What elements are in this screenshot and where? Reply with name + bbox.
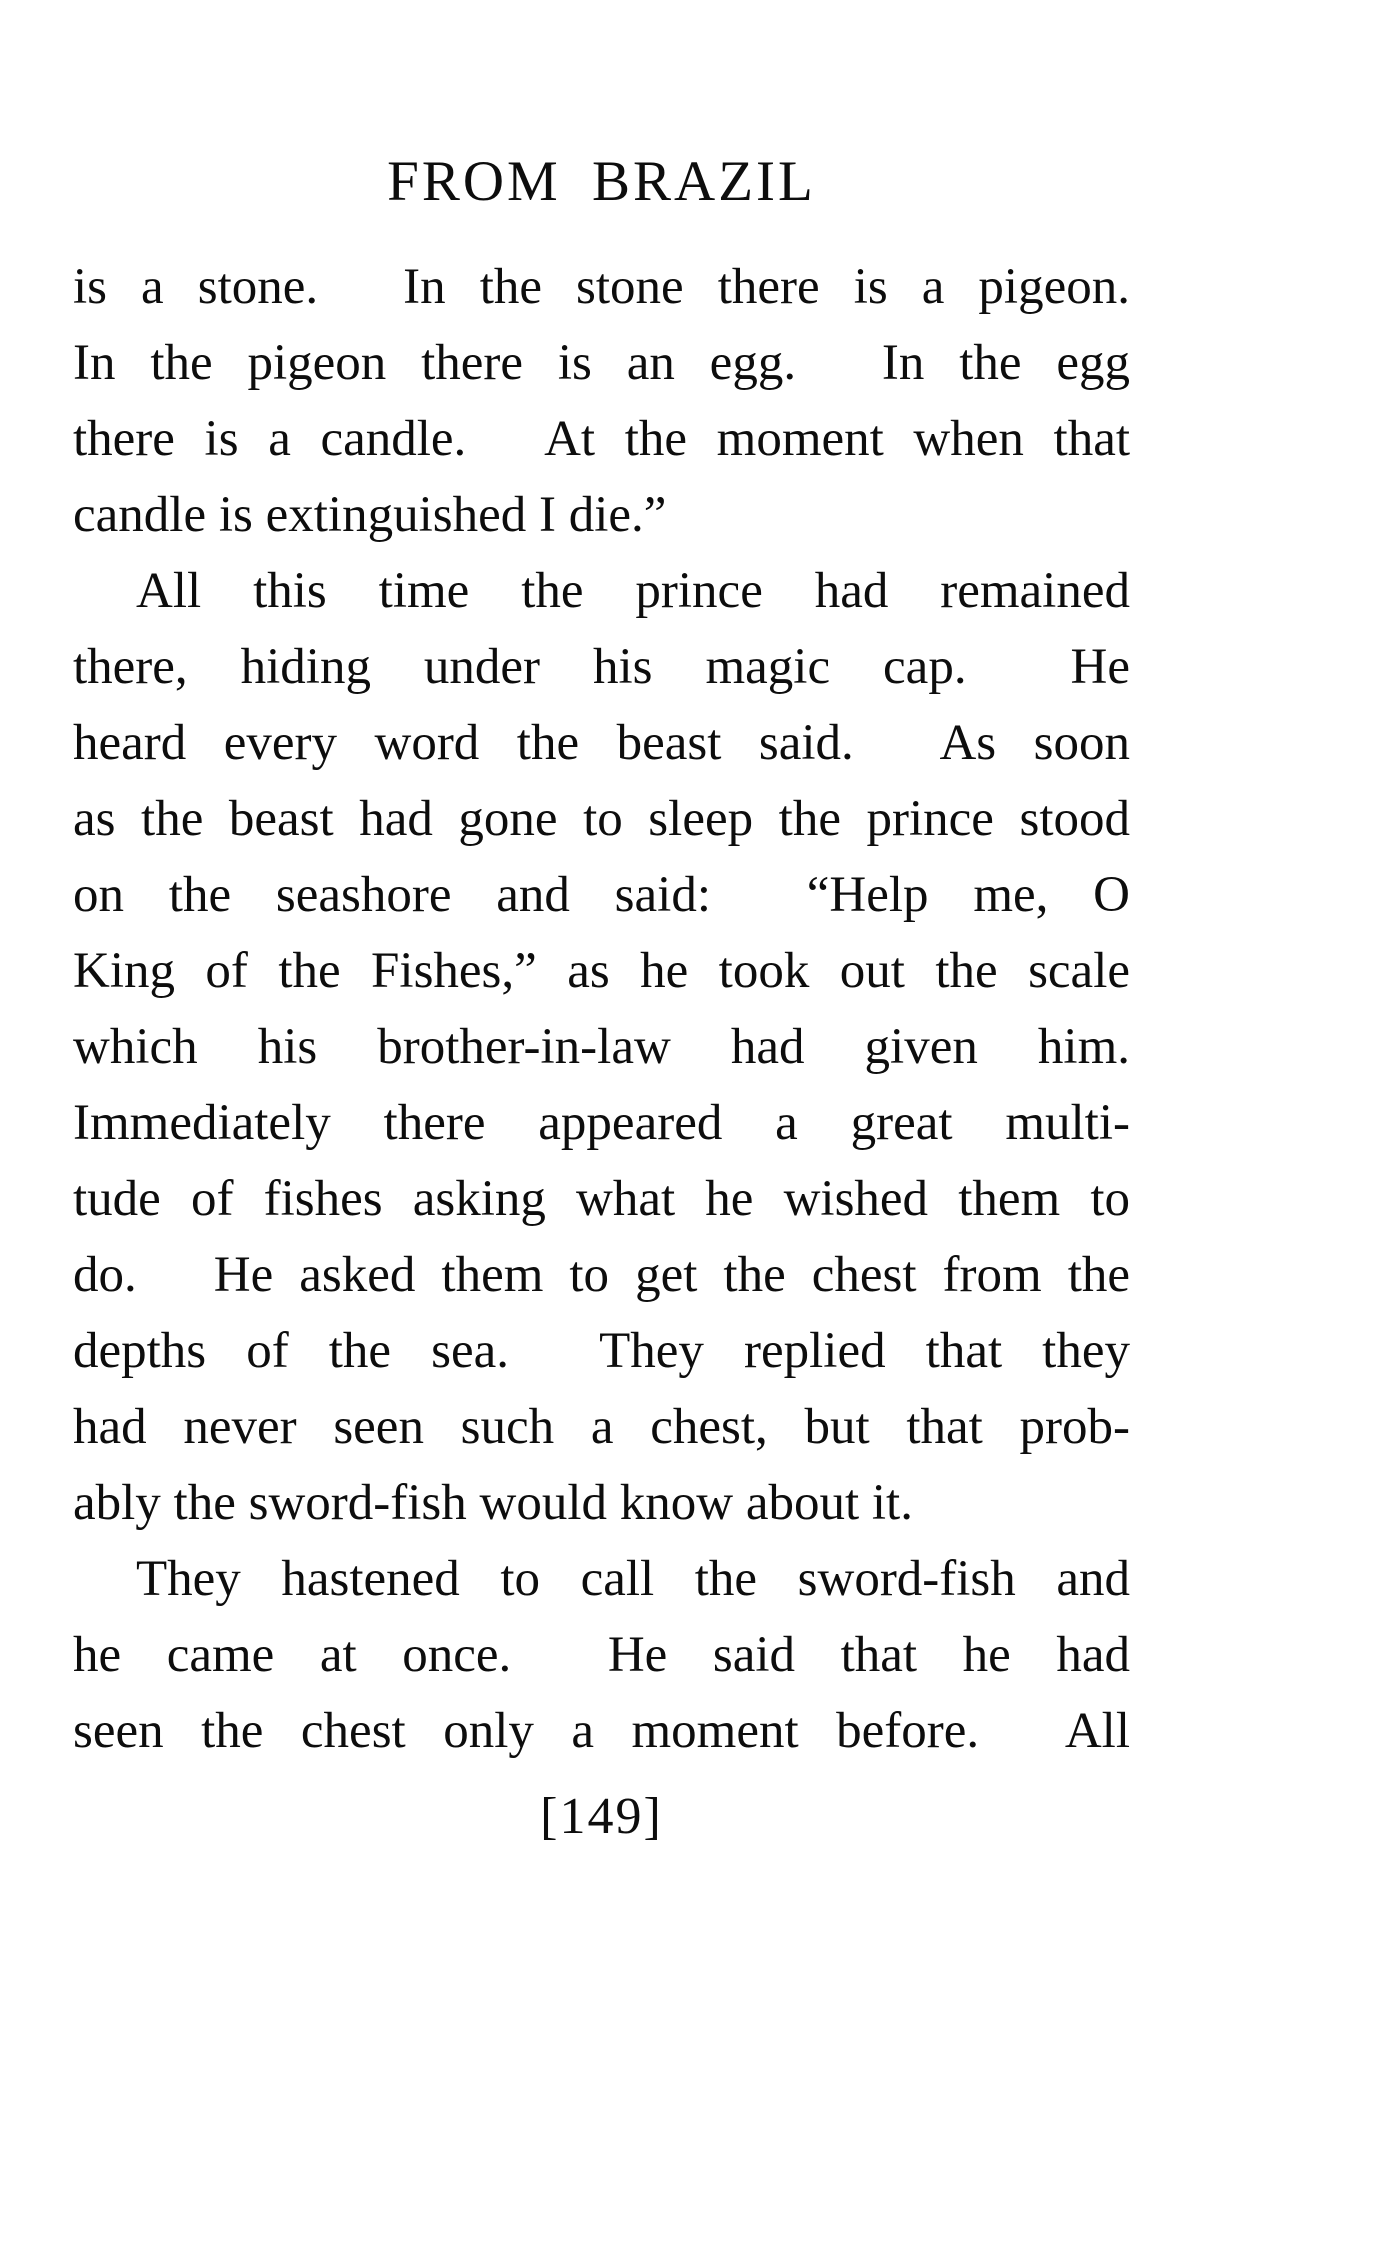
body-line: there is a candle. At the moment when that [73, 411, 1130, 467]
text-block [73, 249, 1130, 1855]
body-line: candle is extinguished I die.” [73, 487, 667, 543]
body-line: tude of fishes asking what he wished them to [73, 1171, 1130, 1227]
body-line: In the pigeon there is an egg. In the egg [73, 335, 1130, 391]
body-line: King of the Fishes,” as he took out the scale [73, 943, 1130, 999]
body-line: do. He asked them to get the chest from the [73, 1247, 1130, 1303]
body-line: is a stone. In the stone there is a pigeon. [73, 259, 1130, 315]
body-line: he came at once. He said that he had [73, 1627, 1130, 1683]
body-line: Immediately there appeared a great multi- [73, 1095, 1130, 1151]
body-line: there, hiding under his magic cap. He [73, 639, 1130, 695]
body-line: All this time the prince had remained [136, 563, 1130, 619]
body-line: depths of the sea. They replied that they [73, 1323, 1130, 1379]
body-line: had never seen such a chest, but that prob- [73, 1399, 1130, 1455]
body-line: heard every word the beast said. As soon [73, 715, 1130, 771]
body-line: which his brother-in-law had given him. [73, 1019, 1130, 1075]
page-title: FROM BRAZIL [387, 150, 816, 213]
body-line: on the seashore and said: “Help me, O [73, 867, 1130, 923]
body-line: as the beast had gone to sleep the prince stood [73, 791, 1130, 847]
body-line: They hastened to call the sword-fish and [136, 1551, 1130, 1607]
body-line: ably the sword-fish would know about it. [73, 1475, 913, 1531]
body-line: seen the chest only a moment before. All [73, 1703, 1130, 1759]
page-number: [149] [540, 1788, 663, 1845]
